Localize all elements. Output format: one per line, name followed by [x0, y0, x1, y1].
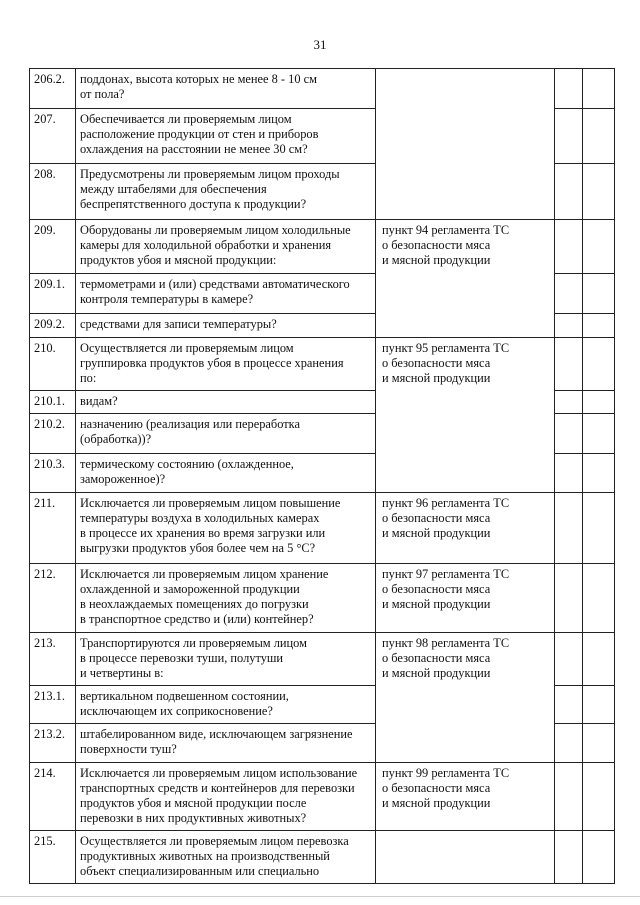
row-number: 213.1. — [30, 686, 76, 724]
table-row — [30, 493, 615, 564]
row-number: 206.2. — [30, 69, 76, 109]
regulation-reference: пункт 96 регламента ТС о безопасности мяса и мясной продукции — [376, 493, 555, 564]
answer-cell — [555, 493, 583, 564]
note-cell — [583, 633, 615, 686]
row-number: 209.2. — [30, 314, 76, 338]
row-number: 214. — [30, 763, 76, 831]
note-cell — [583, 338, 615, 391]
table-row — [30, 220, 615, 274]
note-cell — [583, 493, 615, 564]
row-number: 211. — [30, 493, 76, 564]
question-text: средствами для записи температуры? — [76, 314, 376, 338]
answer-cell — [555, 109, 583, 164]
answer-cell — [555, 69, 583, 109]
answer-cell — [555, 633, 583, 686]
row-number: 207. — [30, 109, 76, 164]
row-number: 210.2. — [30, 414, 76, 454]
question-text: Обеспечивается ли проверяемым лицом расположение продукции от стен и приборов охлаждения на расстоянии не менее 30 см? — [76, 109, 376, 164]
regulation-reference: пункт 97 регламента ТС о безопасности мяса и мясной продукции — [376, 564, 555, 633]
row-number: 212. — [30, 564, 76, 633]
note-cell — [583, 391, 615, 414]
question-text: назначению (реализация или переработка (обработка))? — [76, 414, 376, 454]
note-cell — [583, 274, 615, 314]
row-number: 209.1. — [30, 274, 76, 314]
table-row — [30, 564, 615, 633]
question-text: Осуществляется ли проверяемым лицом перевозка продуктивных животных на производственный объект специализированным или специально — [76, 831, 376, 884]
answer-cell — [555, 686, 583, 724]
question-text: Оборудованы ли проверяемым лицом холодильные камеры для холодильной обработки и хранения продуктов убоя и мясной продукции: — [76, 220, 376, 274]
regulation-reference: пункт 95 регламента ТС о безопасности мяса и мясной продукции — [376, 338, 555, 493]
question-text: Осуществляется ли проверяемым лицом группировка продуктов убоя в процессе хранения по: — [76, 338, 376, 391]
question-text: штабелированном виде, исключающем загрязнение поверхности туш? — [76, 724, 376, 763]
note-cell — [583, 314, 615, 338]
row-number: 213.2. — [30, 724, 76, 763]
note-cell — [583, 220, 615, 274]
answer-cell — [555, 414, 583, 454]
note-cell — [583, 686, 615, 724]
row-number: 215. — [30, 831, 76, 884]
answer-cell — [555, 763, 583, 831]
regulation-reference: пункт 98 регламента ТС о безопасности мяса и мясной продукции — [376, 633, 555, 763]
note-cell — [583, 724, 615, 763]
answer-cell — [555, 220, 583, 274]
page-number: 31 — [313, 37, 327, 52]
regulation-reference — [376, 831, 555, 884]
note-cell — [583, 763, 615, 831]
answer-cell — [555, 391, 583, 414]
row-number: 213. — [30, 633, 76, 686]
table-row — [30, 763, 615, 831]
answer-cell — [555, 314, 583, 338]
question-text: Исключается ли проверяемым лицом использование транспортных средств и контейнеров для перевозки продуктов убоя и мясной продукции после перевозки в них продуктивных животных? — [76, 763, 376, 831]
page-edge-line — [0, 896, 640, 897]
note-cell — [583, 69, 615, 109]
answer-cell — [555, 454, 583, 493]
row-number: 209. — [30, 220, 76, 274]
answer-cell — [555, 274, 583, 314]
question-text: термическому состоянию (охлажденное, замороженное)? — [76, 454, 376, 493]
question-text: термометрами и (или) средствами автоматического контроля температуры в камере? — [76, 274, 376, 314]
regulation-reference: пункт 99 регламента ТС о безопасности мяса и мясной продукции — [376, 763, 555, 831]
note-cell — [583, 109, 615, 164]
note-cell — [583, 831, 615, 884]
question-text: Предусмотрены ли проверяемым лицом проходы между штабелями для обеспечения беспрепятственного доступа к продукции? — [76, 164, 376, 220]
row-number: 208. — [30, 164, 76, 220]
table-row — [30, 338, 615, 391]
note-cell — [583, 454, 615, 493]
question-text: видам? — [76, 391, 376, 414]
answer-cell — [555, 564, 583, 633]
regulation-reference — [376, 69, 555, 220]
answer-cell — [555, 164, 583, 220]
table-row — [30, 831, 615, 884]
row-number: 210. — [30, 338, 76, 391]
row-number: 210.1. — [30, 391, 76, 414]
row-number: 210.3. — [30, 454, 76, 493]
answer-cell — [555, 724, 583, 763]
table-row — [30, 69, 615, 109]
checklist-table — [29, 68, 615, 884]
question-text: вертикальном подвешенном состоянии, исключающем их соприкосновение? — [76, 686, 376, 724]
table-row — [30, 633, 615, 686]
note-cell — [583, 564, 615, 633]
answer-cell — [555, 338, 583, 391]
question-text: поддонах, высота которых не менее 8 - 10 см от пола? — [76, 69, 376, 109]
note-cell — [583, 414, 615, 454]
question-text: Транспортируются ли проверяемым лицом в процессе перевозки туши, полутуши и четвертины в: — [76, 633, 376, 686]
regulation-reference: пункт 94 регламента ТС о безопасности мяса и мясной продукции — [376, 220, 555, 338]
question-text: Исключается ли проверяемым лицом повышение температуры воздуха в холодильных камерах в процессе их хранения во время загрузки или выгрузки продуктов убоя более чем на 5 °С? — [76, 493, 376, 564]
note-cell — [583, 164, 615, 220]
question-text: Исключается ли проверяемым лицом хранение охлажденной и замороженной продукции в неохлаждаемых помещениях до погрузки в транспортное средство и (или) контейнер? — [76, 564, 376, 633]
answer-cell — [555, 831, 583, 884]
